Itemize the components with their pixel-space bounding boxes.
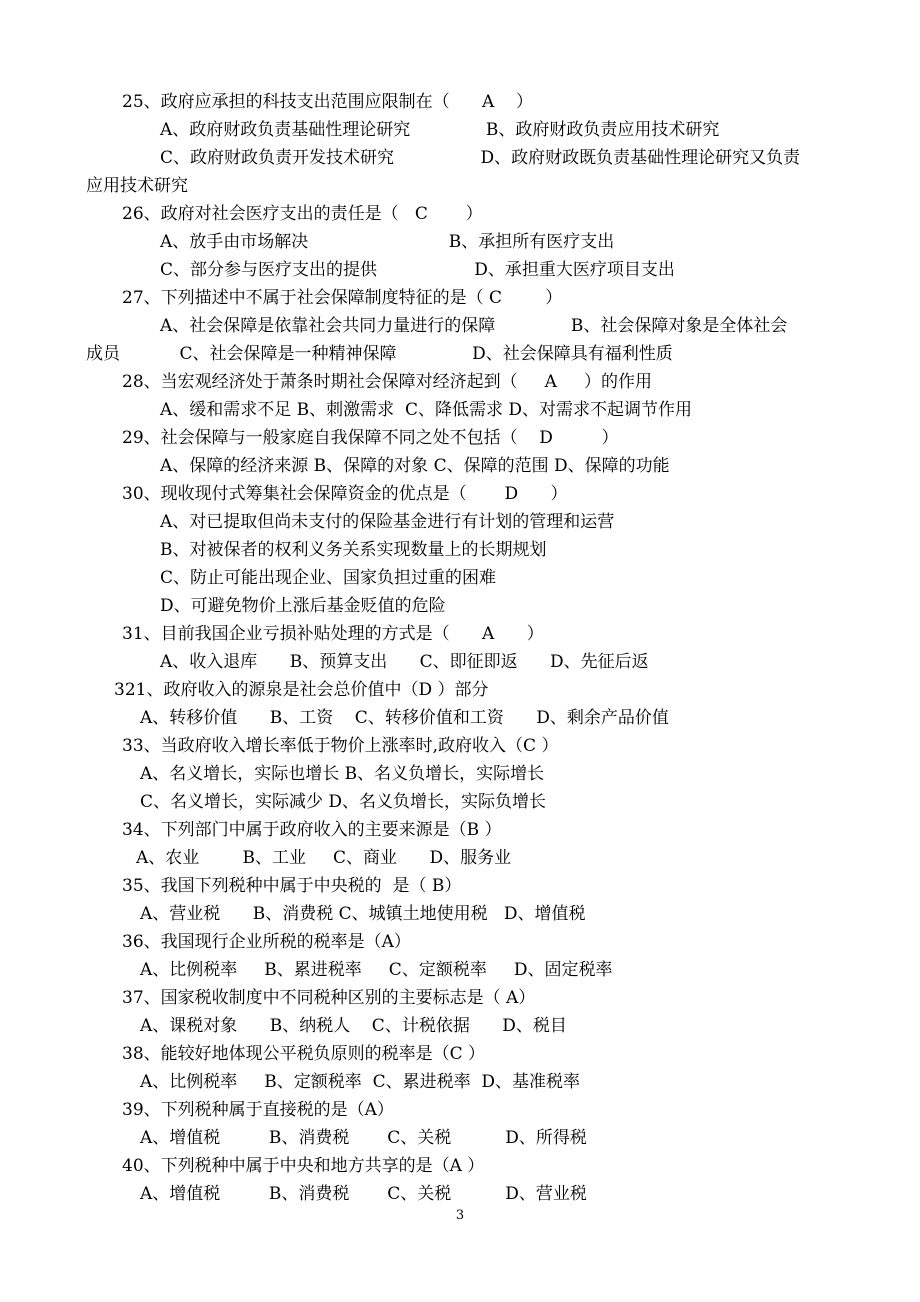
question-38: 38、能较好地体现公平税负原则的税率是（C ） (122, 1044, 486, 1064)
question-32: 321、政府收入的源泉是社会总价值中（D ）部分 (114, 680, 489, 700)
options-34: A、农业 B、工业 C、商业 D、服务业 (136, 848, 512, 868)
question-30: 30、现收现付式筹集社会保障资金的优点是（ D ） (122, 484, 568, 504)
options-25-cd: C、政府财政负责开发技术研究 D、政府财政既负责基础性理论研究又负责 (160, 148, 801, 168)
options-40: A、增值税 B、消费税 C、关税 D、营业税 (140, 1184, 587, 1204)
question-27: 27、下列描述中不属于社会保障制度特征的是（ C ） (122, 288, 563, 308)
options-28: A、缓和需求不足 B、刺激需求 C、降低需求 D、对需求不起调节作用 (160, 400, 693, 420)
question-34: 34、下列部门中属于政府收入的主要来源是（B ） (122, 820, 502, 840)
question-33: 33、当政府收入增长率低于物价上涨率时,政府收入（C ） (122, 736, 559, 756)
page-number: 3 (455, 1208, 465, 1223)
options-26-cd: C、部分参与医疗支出的提供 D、承担重大医疗项目支出 (160, 260, 675, 280)
question-35: 35、我国下列税种中属于中央税的 是（ B） (122, 876, 462, 896)
options-32: A、转移价值 B、工资 C、转移价值和工资 D、剩余产品价值 (140, 708, 669, 728)
options-29: A、保障的经济来源 B、保障的对象 C、保障的范围 D、保障的功能 (160, 456, 670, 476)
options-25-cont: 应用技术研究 (86, 176, 188, 196)
question-28: 28、当宏观经济处于萧条时期社会保障对经济起到（ A ）的作用 (122, 372, 652, 392)
question-39: 39、下列税种属于直接税的是（A） (122, 1100, 394, 1120)
options-27-cd: 成员 C、社会保障是一种精神保障 D、社会保障具有福利性质 (86, 344, 673, 364)
option-30-b: B、对被保者的权利义务关系实现数量上的长期规划 (160, 540, 547, 560)
question-25: 25、政府应承担的科技支出范围应限制在（ A ） (122, 92, 533, 112)
options-39: A、增值税 B、消费税 C、关税 D、所得税 (140, 1128, 587, 1148)
options-35: A、营业税 B、消费税 C、城镇土地使用税 D、增值税 (140, 904, 586, 924)
question-40: 40、下列税种中属于中央和地方共享的是（A ） (122, 1156, 485, 1176)
question-31: 31、目前我国企业亏损补贴处理的方式是（ A ） (122, 624, 544, 644)
option-30-a: A、对已提取但尚未支付的保险基金进行有计划的管理和运营 (160, 512, 615, 532)
options-38: A、比例税率 B、定额税率 C、累进税率 D、基准税率 (140, 1072, 581, 1092)
option-30-d: D、可避免物价上涨后基金贬值的危险 (160, 596, 446, 616)
question-37: 37、国家税收制度中不同税种区别的主要标志是（ A） (122, 988, 536, 1008)
option-30-c: C、防止可能出现企业、国家负担过重的困难 (160, 568, 497, 588)
question-26: 26、政府对社会医疗支出的责任是（ C ） (122, 204, 483, 224)
options-36: A、比例税率 B、累进税率 C、定额税率 D、固定税率 (140, 960, 613, 980)
options-33-cd: C、名义增长，实际减少 D、名义负增长，实际负增长 (140, 792, 547, 812)
options-26-ab: A、放手由市场解决 B、承担所有医疗支出 (160, 232, 615, 252)
options-25-ab: A、政府财政负责基础性理论研究 B、政府财政负责应用技术研究 (160, 120, 720, 140)
question-36: 36、我国现行企业所税的税率是（A） (122, 932, 411, 952)
options-37: A、课税对象 B、纳税人 C、计税依据 D、税目 (140, 1016, 567, 1036)
options-27-ab: A、社会保障是依靠社会共同力量进行的保障 B、社会保障对象是全体社会 (160, 316, 788, 336)
options-31: A、收入退库 B、预算支出 C、即征即返 D、先征后返 (160, 652, 649, 672)
options-33-ab: A、名义增长，实际也增长 B、名义负增长，实际增长 (140, 764, 545, 784)
question-29: 29、社会保障与一般家庭自我保障不同之处不包括（ D ） (122, 428, 619, 448)
